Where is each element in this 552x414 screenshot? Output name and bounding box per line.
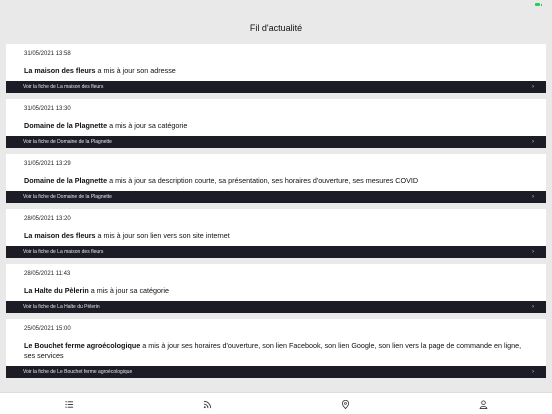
view-listing-link[interactable] [6,136,546,148]
feed-item-name: La Halte du Pèlerin [24,286,89,295]
feed-item-date: 31/05/2021 13:29 [24,161,71,167]
feed-item [6,154,546,203]
feed-item-date: 28/05/2021 13:20 [24,216,71,222]
chevron-right-icon: › [532,139,534,145]
view-listing-label: Voir la fiche de La Halte du Pèlerin [23,304,100,310]
feed-item-name: Domaine de la Plagnette [24,121,108,130]
view-listing-link[interactable] [6,366,546,378]
chevron-right-icon: › [532,249,534,255]
feed-item-text [6,226,546,246]
view-listing-link[interactable] [6,81,546,93]
feed-item-text [6,116,546,136]
feed-item-date: 25/05/2021 15:00 [24,326,71,332]
chevron-right-icon: › [532,369,534,375]
status-bar [0,0,552,12]
view-listing-link[interactable] [6,246,546,258]
feed-item [6,99,546,148]
feed-item [6,44,546,93]
feed-item-action: a mis à jour sa catégorie [88,286,170,295]
feed-item-date: 31/05/2021 13:58 [24,51,71,57]
feed-item-text [6,61,546,81]
view-listing-label: Voir la fiche de Le Bouchet ferme agroécologique [23,369,133,375]
feed-item-text [6,336,546,366]
tab-account[interactable] [477,398,489,410]
feed-item-date: 28/05/2021 11:43 [24,271,71,277]
view-listing-label: Voir la fiche de La maison des fleurs [23,249,104,255]
feed-item [6,209,546,258]
feed-item-name: La maison des fleurs [24,66,96,75]
feed-item [6,319,546,378]
chevron-right-icon: › [532,194,534,200]
user-icon [479,400,488,409]
page-title: Fil d'actualité [249,23,303,33]
tab-map[interactable] [339,398,351,410]
view-listing-link[interactable] [6,191,546,203]
view-listing-label: Voir la fiche de Domaine de la Plagnette [23,139,112,145]
feed-item-action: a mis à jour son adresse [95,66,176,75]
news-feed[interactable] [0,44,552,392]
feed-item-text [6,281,546,301]
feed-item-name: Domaine de la Plagnette [24,176,108,185]
tab-bar [0,392,552,414]
rss-icon [203,400,212,409]
view-listing-link[interactable] [6,301,546,313]
map-pin-icon [341,400,350,409]
tab-list[interactable] [63,398,75,410]
feed-item-action: a mis à jour sa description courte, sa présentation, ses horaires d'ouverture, ses mesures COVID [107,176,419,185]
feed-item-action: a mis à jour ses horaires d'ouverture, son lien Facebook, son lien Google, son lien vers la page de commande en ligne, ses services [24,341,522,360]
battery-icon [535,3,542,6]
feed-item-name: La maison des fleurs [24,231,96,240]
chevron-right-icon: › [532,84,534,90]
feed-item-action: a mis à jour son lien vers son site internet [95,231,230,240]
feed-item [6,264,546,313]
feed-item-name: Le Bouchet ferme agroécologique [24,341,141,350]
view-listing-label: Voir la fiche de Domaine de la Plagnette [23,194,112,200]
list-icon [65,400,74,409]
view-listing-label: Voir la fiche de La maison des fleurs [23,84,104,90]
chevron-right-icon: › [532,304,534,310]
feed-item-date: 31/05/2021 13:30 [24,106,71,112]
tab-news-feed[interactable] [201,398,213,410]
feed-item-action: a mis à jour sa catégorie [107,121,188,130]
feed-item-text [6,171,546,191]
